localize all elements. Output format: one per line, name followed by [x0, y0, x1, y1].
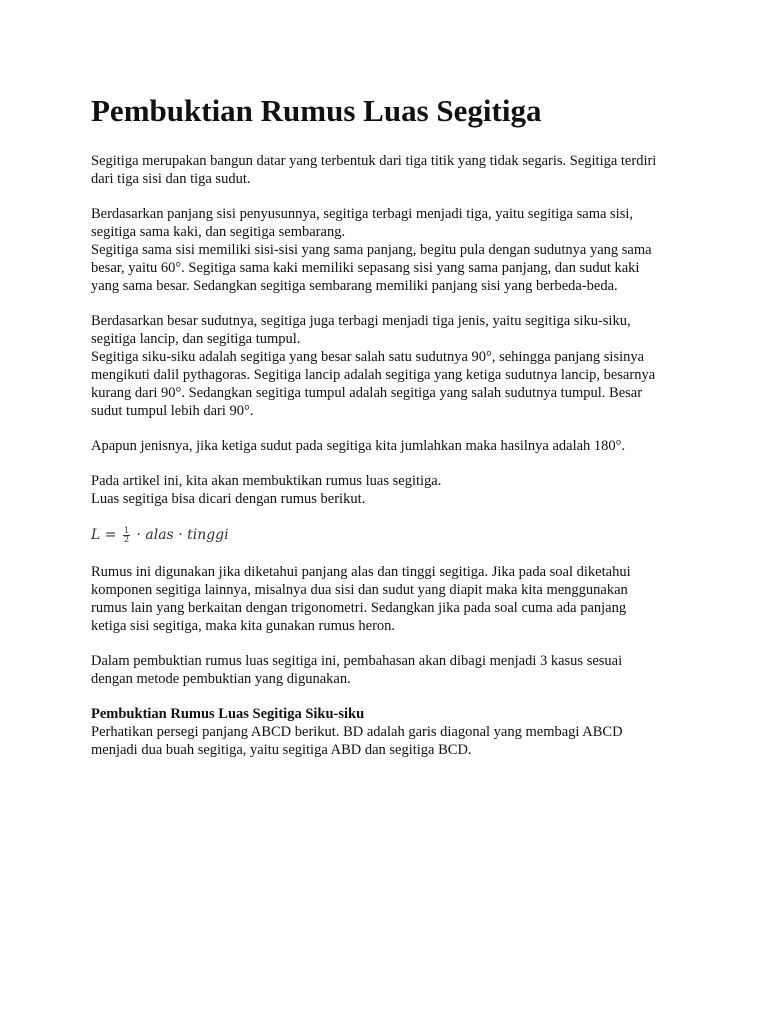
text-line: segitiga sama kaki, dan segitiga sembarang.: [91, 224, 346, 240]
text-line: Segitiga siku-siku adalah segitiga yang besar salah satu sudutnya 90°, sehingga panjang sisinya: [91, 349, 645, 365]
text-line: mengikuti dalil pythagoras. Segitiga lancip adalah segitiga yang ketiga sudutnya lancip, besarnya: [91, 367, 656, 383]
paragraph-formula-usage: [91, 563, 691, 635]
text-line: Berdasarkan panjang sisi penyusunnya, segitiga terbagi menjadi tiga, yaitu segitiga sama sisi,: [91, 206, 634, 222]
text-line: Segitiga sama sisi memiliki sisi-sisi yang sama panjang, begitu pula dengan sudutnya yang sama: [91, 242, 652, 258]
section-heading: Pembuktian Rumus Luas Segitiga Siku-siku: [91, 706, 365, 722]
text-line: komponen segitiga lainnya, misalnya dua sisi dan sudut yang diapit maka kita menggunakan: [91, 582, 628, 598]
paragraph-rectangle: [91, 723, 691, 759]
text-line: Dalam pembuktian rumus luas segitiga ini, pembahasan akan dibagi menjadi 3 kasus sesuai: [91, 653, 623, 669]
paragraph-angle-sum: [91, 437, 691, 455]
text-line: Luas segitiga bisa dicari dengan rumus berikut.: [91, 491, 366, 507]
fraction-denominator: 2: [123, 534, 130, 544]
document-page: [91, 92, 691, 776]
paragraph-side-types: [91, 205, 691, 295]
paragraph-angle-types: [91, 312, 691, 420]
formula-rhs: · alas · tinggi: [136, 527, 229, 543]
text-line: ketiga sisi segitiga, maka kita gunakan rumus heron.: [91, 618, 396, 634]
text-line: yang sama besar. Sedangkan segitiga sembarang memiliki panjang sisi yang berbeda-beda.: [91, 278, 618, 294]
page-title: Pembuktian Rumus Luas Segitiga: [91, 93, 542, 128]
formula-fraction: [123, 527, 130, 544]
text-line: segitiga lancip, dan segitiga tumpul.: [91, 331, 301, 347]
paragraph-intro: [91, 152, 691, 188]
text-line: sudut tumpul lebih dari 90°.: [91, 403, 254, 419]
text-line: Pada artikel ini, kita akan membuktikan rumus luas segitiga.: [91, 473, 442, 489]
area-formula: [91, 525, 691, 545]
paragraph-article-intro: [91, 472, 691, 508]
text-line: dengan metode pembuktian yang digunakan.: [91, 671, 351, 687]
text-line: besar, yaitu 60°. Segitiga sama kaki memiliki sepasang sisi yang sama panjang, dan sudut kaki: [91, 260, 640, 276]
fraction-numerator: 1: [123, 525, 130, 535]
text-line: Segitiga merupakan bangun datar yang terbentuk dari tiga titik yang tidak segaris. Segitiga terdiri: [91, 153, 657, 169]
text-line: Rumus ini digunakan jika diketahui panjang alas dan tinggi segitiga. Jika pada soal diketahui: [91, 564, 631, 580]
text-line: kurang dari 90°. Sedangkan segitiga tumpul adalah segitiga yang salah sudutnya tumpul. Besar: [91, 385, 643, 401]
text-line: Perhatikan persegi panjang ABCD berikut. BD adalah garis diagonal yang membagi ABCD: [91, 724, 623, 740]
text-line: rumus lain yang berkaitan dengan trigonometri. Sedangkan jika pada soal cuma ada panjang: [91, 600, 627, 616]
paragraph-proof-cases: [91, 652, 691, 688]
text-line: menjadi dua buah segitiga, yaitu segitiga ABD dan segitiga BCD.: [91, 742, 472, 758]
text-line: dari tiga sisi dan tiga sudut.: [91, 171, 251, 187]
text-line: Apapun jenisnya, jika ketiga sudut pada segitiga kita jumlahkan maka hasilnya adalah 180°.: [91, 438, 626, 454]
text-line: Berdasarkan besar sudutnya, segitiga juga terbagi menjadi tiga jenis, yaitu segitiga siku-siku,: [91, 313, 631, 329]
formula-lhs: L =: [91, 527, 117, 543]
